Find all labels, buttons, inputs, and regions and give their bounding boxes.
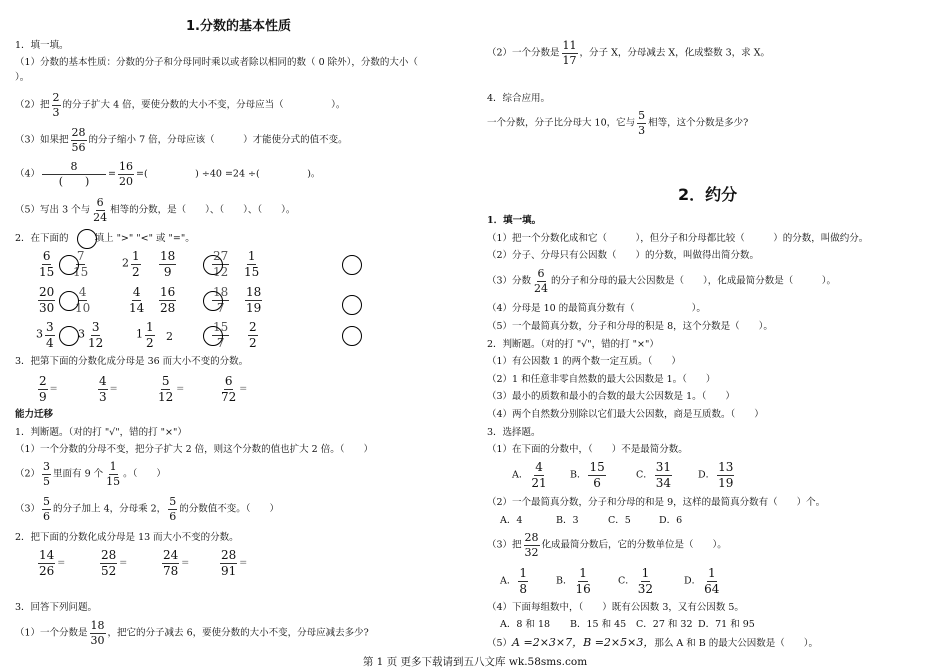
option-c[interactable]: C．5 [608,515,631,526]
question-item: （2） $\frac{3}{5}$ 里面有 9 个 $\frac{1}{15}$ 。（ ） [15,460,166,488]
option-d[interactable]: D． $\frac{1}{64}$ [684,566,720,596]
frac-cell: $\frac{20}{30}$ [39,285,55,315]
compare-circle[interactable] [59,291,79,311]
page-footer: 第 1 页 更多下载请到五八文库 wk.58sms.com [362,656,588,668]
option-a[interactable]: A．8 和 18 [500,619,551,630]
compare-circle[interactable] [59,326,79,346]
heading: 2．判断题。（对的打 "√"，错的打 "×"） [487,339,659,350]
question-item: （5）A =2×3×7，B =2×5×3，那么 A 和 B 的最大公因数是（ ）。 [487,636,819,649]
option-d[interactable]: D． $\frac{13}{19}$ [698,460,734,490]
frac-cell: $\frac{4}{10}$ [75,285,91,315]
option-b[interactable]: B．15 和 45 [570,619,627,630]
option-a[interactable]: A． $\frac{1}{8}$ [500,566,528,596]
frac-cell: $\frac{6}{15}$ [39,249,55,279]
heading: 1．填一填。 [487,215,542,226]
frac-cell: 2 $\frac{1}{2}$ [122,249,140,279]
convert-item: $\frac{5}{12}$ = [158,374,185,404]
frac-cell: $\frac{18}{7}$ [213,285,229,315]
question-text: （4）两个自然数分别除以它们最大公因数，商是互质数。（ ） [487,409,764,420]
question-text: （2）一个最简真分数，分子和分母的和是 9，这样的最简真分数有（ ）个。 [487,497,826,508]
option-a[interactable]: A． $\frac{4}{21}$ [512,460,547,490]
question-text: （3）最小的质数和最小的合数的最大公因数是 1。（ ） [487,391,735,402]
section-title-2: 2．约分 [678,185,738,204]
option-b[interactable]: B． $\frac{1}{16}$ [556,566,591,596]
heading: 3．把第下面的分数化成分母是 36 而大小不变的分数。 [15,356,249,367]
convert-item: $\frac{14}{26}$ = [39,548,66,578]
question-text: （1）一个分数的分母不变，把分子扩大 2 倍，则这个分数的值也扩大 2 倍。（ ） [15,444,373,455]
frac-cell: $\frac{1}{15}$ [244,249,260,279]
frac-cell: $\frac{7}{15}$ [73,249,89,279]
option-c[interactable]: C． $\frac{31}{34}$ [636,460,672,490]
compare-circle[interactable] [342,326,362,346]
heading: 2．在下面的 填上 ">" "<" 或 "="。 [15,233,195,244]
option-b[interactable]: B． $\frac{15}{6}$ [570,460,605,490]
convert-item: $\frac{6}{72}$ = [221,374,248,404]
question-text: （1）在下面的分数中，（ ）不是最简分数。 [487,444,688,455]
question-item: （5）写出 3 个与 $\frac{6}{24}$ 相等的分数，是（ ）、（ ）、（ ）。 [15,196,296,224]
question-item: （4） $\frac{8}{( )}$ = $\frac{16}{20}$ =( ) ÷40 =24 ÷( )。 [15,160,321,188]
frac-cell: $\frac{4}{14}$ [129,285,145,315]
question-text: （4）分母是 10 的最简真分数有（ ）。 [487,303,706,314]
option-a[interactable]: A．4 [500,515,523,526]
option-d[interactable]: D．71 和 95 [698,619,755,630]
compare-circle[interactable] [203,255,223,275]
question-text: （4）下面每组数中，（ ）既有公因数 3，又有公因数 5。 [487,602,744,613]
question-text: （1）分数的基本性质：分数的分子和分母同时乘以或者除以相同的数（ 0 除外），分数的大小（ [15,57,418,68]
question-item: 一个分数，分子比分母大 10，它与 $\frac{5}{3}$ 相等，这个分数是多少? [487,109,749,137]
convert-item: $\frac{28}{91}$ = [221,548,248,578]
frac-cell: 3 $\frac{3}{12}$ [78,320,104,350]
compare-circle[interactable] [77,229,97,249]
frac-cell: $\frac{18}{19}$ [246,285,262,315]
question-text: （2）1 和任意非零自然数的最大公因数是 1。（ ） [487,374,716,385]
frac-cell: 3 $\frac{3}{4}$ [36,320,54,350]
option-c[interactable]: C．27 和 32 [636,619,693,630]
compare-circle[interactable] [342,255,362,275]
convert-item: $\frac{28}{52}$ = [101,548,128,578]
question-item: （3）如果把 $\frac{28}{56}$ 的分子缩小 7 倍，分母应该（ ）才能使分式的值不变。 [15,126,348,154]
heading: 1．填一填。 [15,40,69,51]
convert-item: $\frac{24}{78}$ = [163,548,190,578]
heading: 1．判断题。（对的打 "√"，错的打 "×"） [15,427,187,438]
heading: 3．回答下列问题。 [15,602,98,613]
question-text: （1）有公因数 1 的两个数一定互质。（ ） [487,356,681,367]
frac-cell: $\frac{27}{12}$ [213,249,229,279]
ability-heading: 能力迁移 [15,409,54,420]
convert-item: $\frac{4}{3}$ = [99,374,118,404]
question-text: ）。 [15,72,30,83]
frac-cell: 1 $\frac{1}{2}$ [136,320,154,350]
question-item: （1）一个分数是 $\frac{18}{30}$ ，把它的分子减去 6，要使分数的大小不变，分母应减去多少? [15,619,369,647]
frac-cell: 2 [166,330,173,343]
frac-cell: $\frac{2}{2}$ [249,320,257,350]
question-item: （2）一个分数是 $\frac{11}{17}$ ，分子 X，分母减去 X，化成整数 3，求 X。 [487,39,770,67]
question-text: （5）一个最简真分数，分子和分母的积是 8，这个分数是（ ）。 [487,321,773,332]
section-title-1: 1.分数的基本性质 [186,19,291,34]
frac-cell: $\frac{16}{28}$ [160,285,176,315]
compare-circle[interactable] [59,255,79,275]
option-b[interactable]: B．3 [556,515,579,526]
heading: 2．把下面的分数化成分母是 13 而大小不变的分数。 [15,532,239,543]
heading: 4．综合应用。 [487,93,551,104]
question-item: （3）分数 $\frac{6}{24}$ 的分子和分母的最大公因数是（ ），化成最简分数是（ ）。 [487,267,837,295]
question-item: （2）把 $\frac{2}{3}$ 的分子扩大 4 倍，要使分数的大小不变，分母应当（ ）。 [15,91,346,119]
question-item: （3）把 $\frac{28}{32}$ 化成最简分数后，它的分数单位是（ ）。 [487,531,727,559]
option-d[interactable]: D．6 [659,515,683,526]
question-item: （3） $\frac{5}{6}$ 的分子加上 4，分母乘 2， $\frac{5}{6}$ 的分数值不变。（ ） [15,495,279,523]
heading: 3．选择题。 [487,427,541,438]
compare-circle[interactable] [203,291,223,311]
compare-circle[interactable] [203,326,223,346]
question-text: （2）分子、分母只有公因数（ ）的分数，叫做得出简分数。 [487,250,760,261]
convert-item: $\frac{2}{9}$ = [39,374,58,404]
question-text: （1）把一个分数化成和它（ ），但分子和分母都比较（ ）的分数，叫做约分。 [487,233,869,244]
frac-cell: $\frac{18}{9}$ [160,249,176,279]
frac-cell: $\frac{15}{7}$ [213,320,229,350]
compare-circle[interactable] [342,295,362,315]
option-c[interactable]: C． $\frac{1}{32}$ [618,566,654,596]
